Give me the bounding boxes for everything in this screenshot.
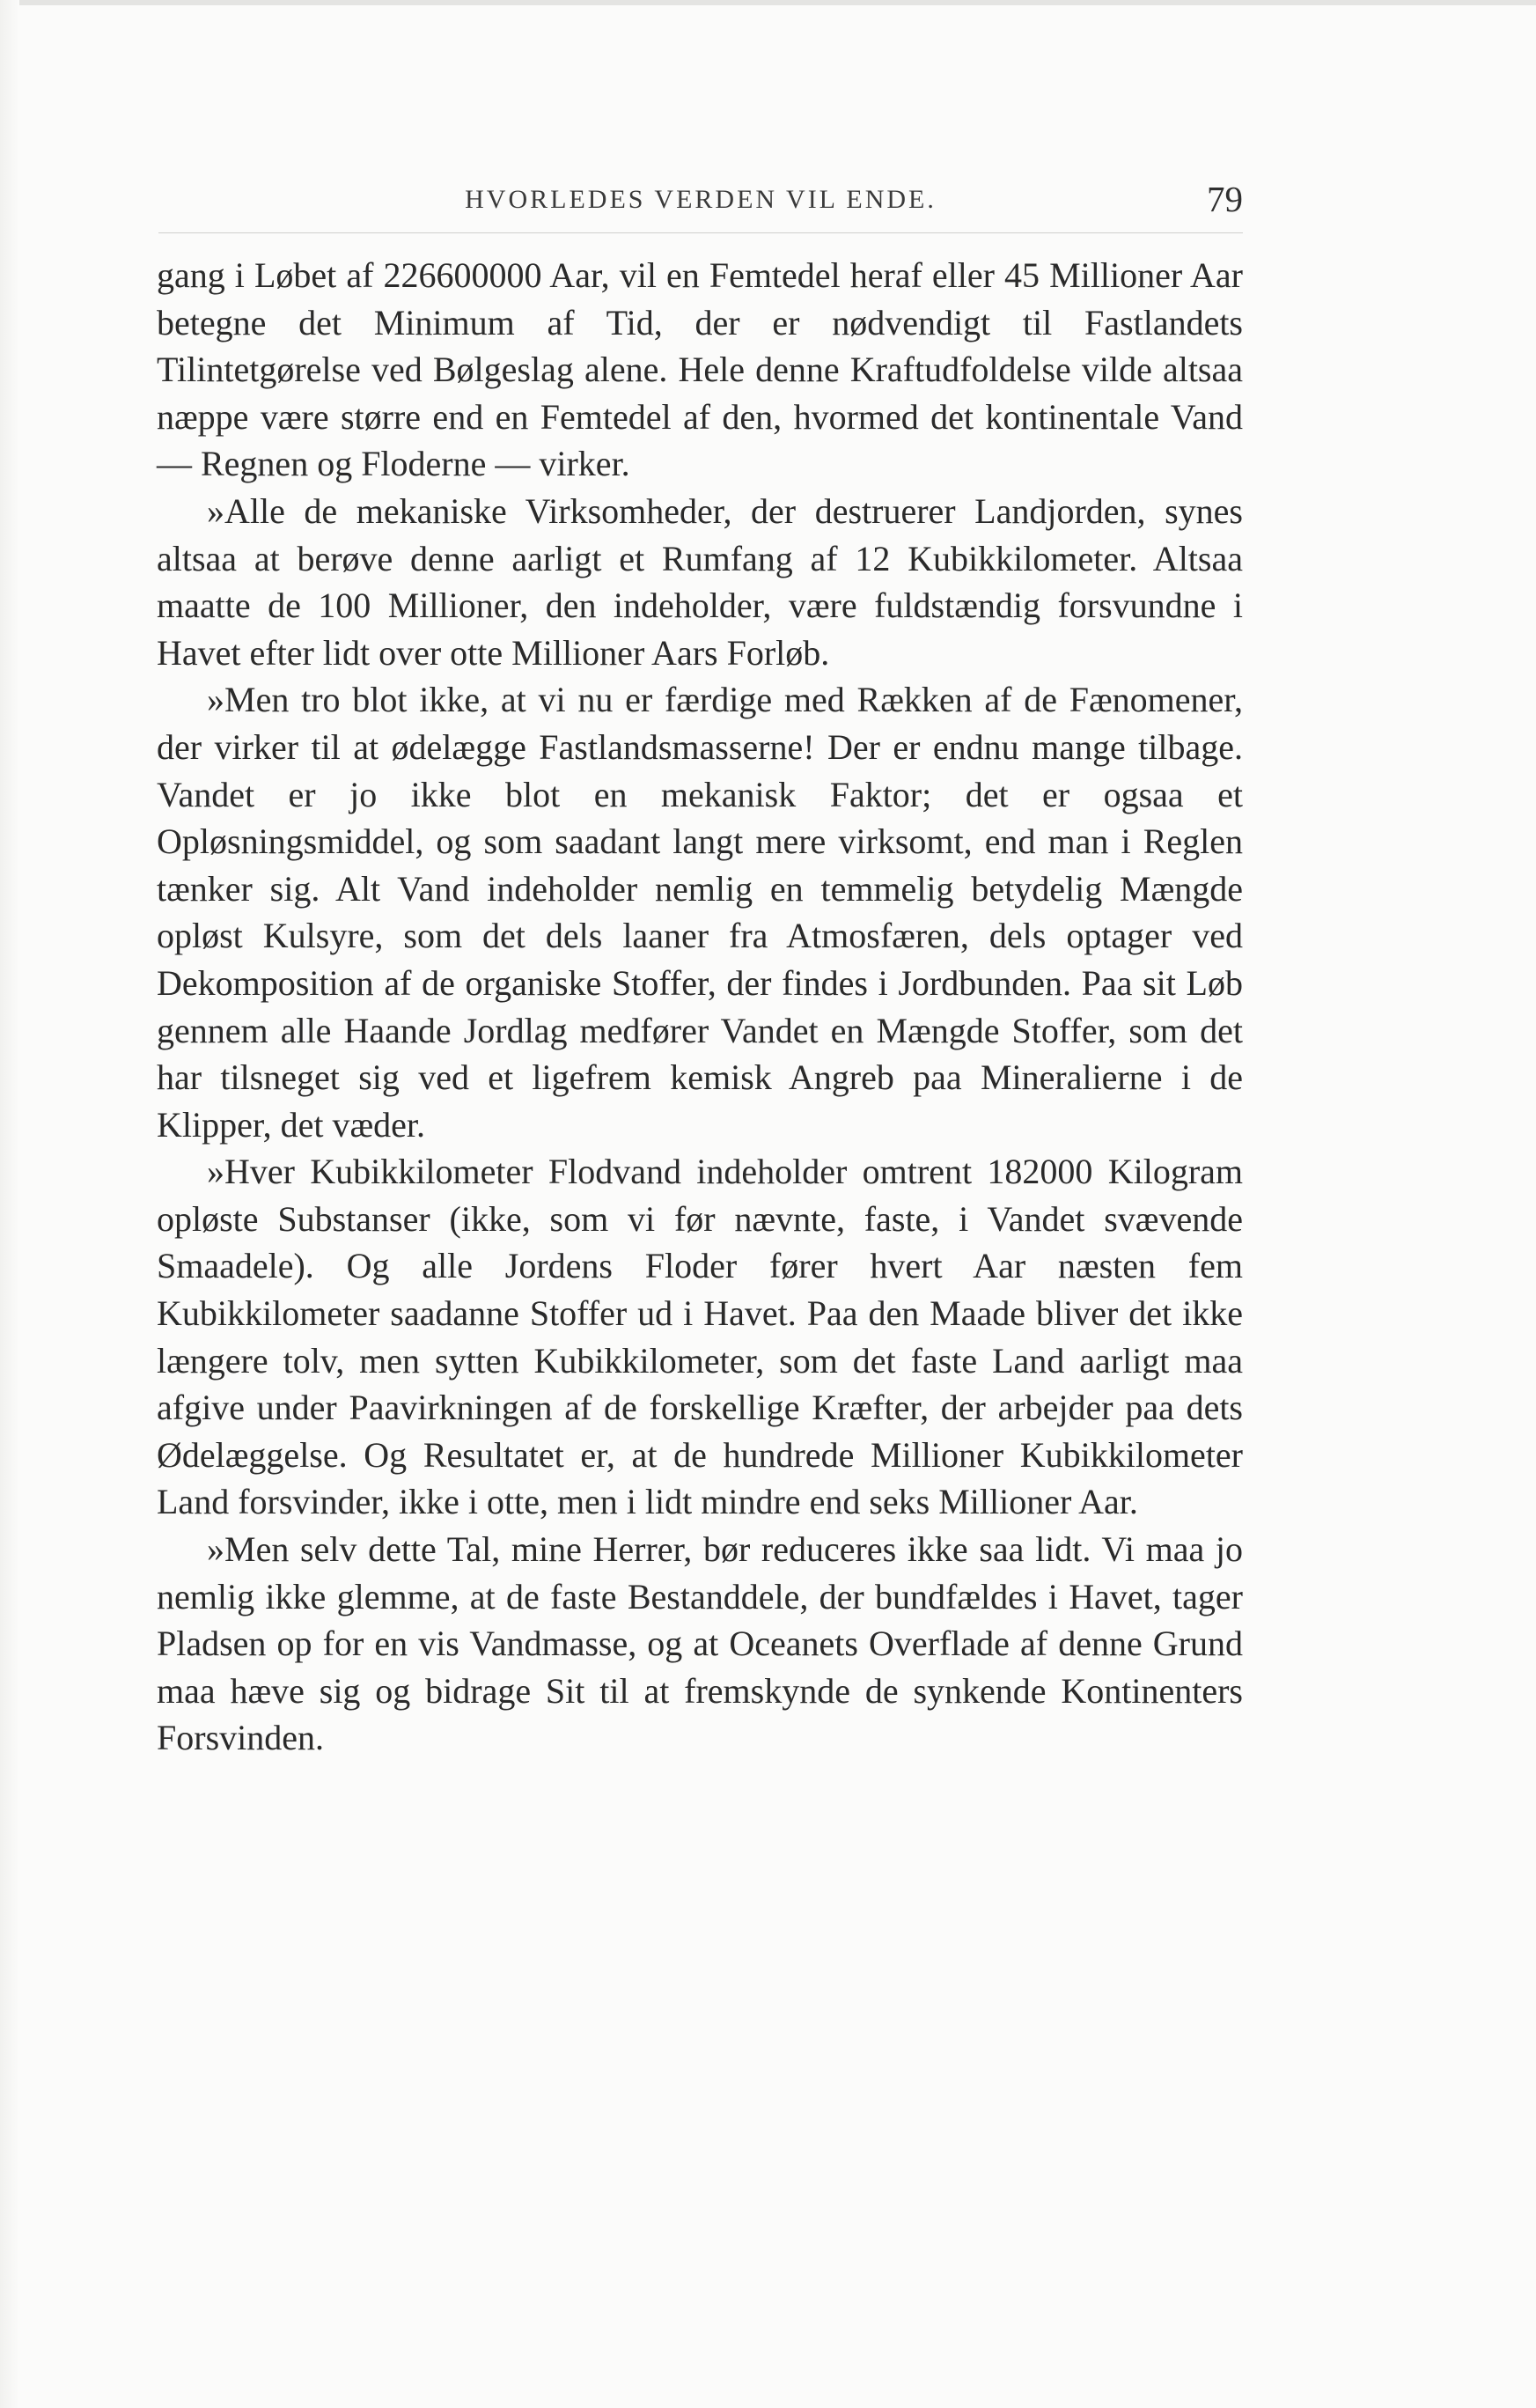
paragraph-5: »Men selv dette Tal, mine Herrer, bør reduceres ikke saa lidt. Vi maa jo nemlig ikke glemme, at de faste Bestanddele, der bundfældes i Havet, tager Pladsen op for en vis Vandmasse, og at Oceanets Overflade af denne Grund maa hæve sig og bidrage Sit til at fremskynde de synkende Kontinenters Forsvinden. — [157, 1529, 1243, 1758]
paragraph-3: »Men tro blot ikke, at vi nu er færdige med Rækken af de Fænomener, der virker til at ødelægge Fastlandsmasserne! Der er endnu mange tilbage. Vandet er jo ikke blot en mekanisk Faktor; det er ogsaa et Opløsningsmiddel, og som saadant langt mere virksomt, end man i Reglen tænker sig. Alt Vand indeholder nemlig en temmelig betydelig Mængde opløst Kulsyre, som det dels laaner fra Atmosfæren, dels optager ved Dekomposition af de organiske Stoffer, der findes i Jordbunden. Paa sit Løb gennem alle Haande Jordlag medfører Vandet en Mængde Stoffer, som det har tilsneget sig ved et ligefrem kemisk Angreb paa Mineralierne i de Klipper, det væder. — [157, 680, 1243, 1145]
running-title: HVORLEDES VERDEN VIL ENDE. — [465, 185, 937, 214]
paragraph-2: »Alle de mekaniske Virksomheder, der destruerer Landjorden, synes altsaa at berøve denne aarligt et Rumfang af 12 Kubikkilometer. Altsaa maatte de 100 Millioner, den indeholder, være fuldstændig forsvundne i Havet efter lidt over otte Millioner Aars Forløb. — [157, 490, 1243, 673]
page-left-edge — [0, 0, 19, 2408]
page-header — [158, 174, 1243, 227]
header-rule — [158, 232, 1243, 233]
page-top-edge — [0, 0, 1536, 5]
paragraph-4: »Hver Kubikkilometer Flodvand indeholder omtrent 182000 Kilogram opløste Substanser (ikke, som vi før nævnte, faste, i Vandet svævende Smaadele). Og alle Jordens Floder fører hvert Aar næsten fem Kubikkilometer saadanne Stoffer ud i Havet. Paa den Maade bliver det ikke længere tolv, men sytten Kubikkilometer, som det faste Land aarligt maa afgive under Paavirkningen af de forskellige Kræfter, der arbejder paa dets Ødelæggelse. Og Resultatet er, at de hundrede Millioner Kubikkilometer Land forsvinder, ikke i otte, men i lidt mindre end seks Millioner Aar. — [157, 1152, 1243, 1522]
paragraph-1: gang i Løbet af 226600000 Aar, vil en Femtedel heraf eller 45 Millioner Aar betegne det Minimum af Tid, der er nødvendigt til Fastlandets Tilintetgørelse ved Bølgeslag alene. Hele denne Kraftudfoldelse vilde altsaa næppe være større end en Femtedel af den, hvormed det kontinentale Vand — Regnen og Floderne — virker. — [157, 255, 1243, 484]
body-text — [157, 252, 1243, 1762]
page-number: 79 — [1207, 179, 1243, 219]
